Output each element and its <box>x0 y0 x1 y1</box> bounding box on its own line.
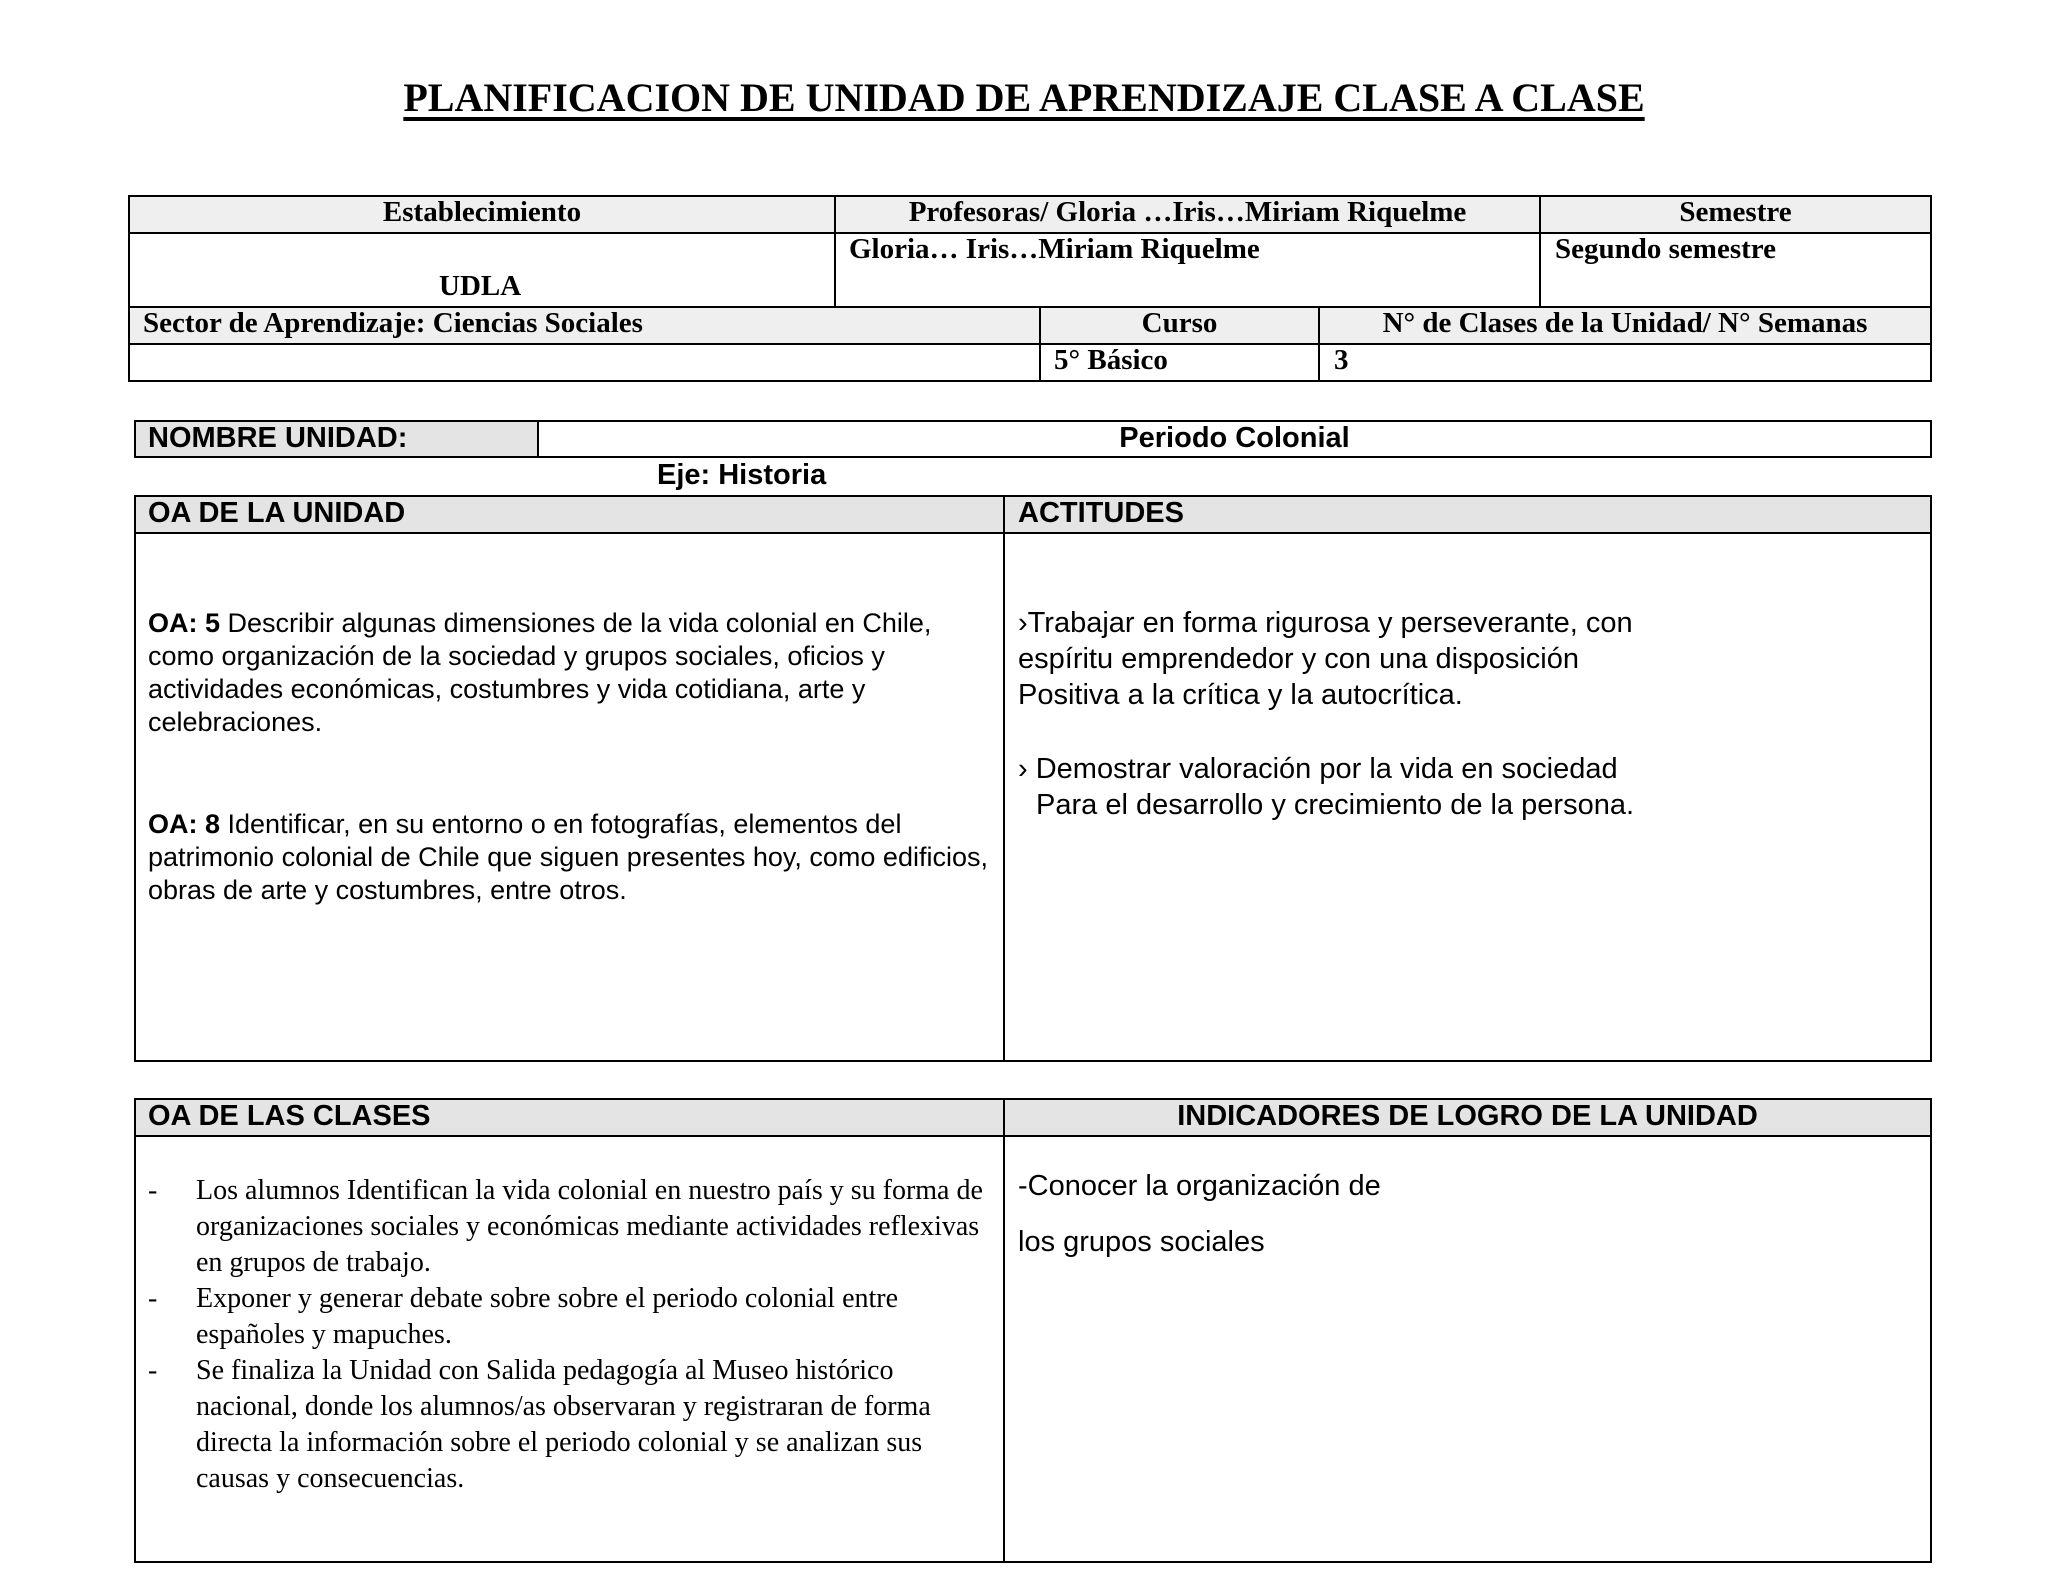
eje-label: Eje: Historia <box>657 459 827 491</box>
indicador-line-1: -Conocer la organización de <box>1018 1170 1381 1202</box>
actitud-1-line-1: ›Trabajar en forma rigurosa y perseverante, con <box>1018 607 1633 639</box>
semestre-label: Semestre <box>1679 196 1792 228</box>
oa8-text: Identificar, en su entorno o en fotografías, elementos del patrimonio colonial de Chile que siguen presentes hoy, como edificios, obras de arte y costumbres, entre otros. <box>148 809 988 905</box>
oa5-paragraph <box>148 607 998 739</box>
curso-label: Curso <box>1141 307 1218 339</box>
sector-label: Sector de Aprendizaje: Ciencias Sociales <box>143 307 643 339</box>
actitud-item-1 <box>1018 605 1633 713</box>
actitud-item-2 <box>1018 751 1634 823</box>
actitud-2-line-1: › Demostrar valoración por la vida en sociedad <box>1018 753 1618 785</box>
actitudes-header: ACTITUDES <box>1018 497 1184 529</box>
oa5-text: Describir algunas dimensiones de la vida colonial en Chile, como organización de la sociedad y grupos sociales, oficios y actividades económicas, costumbres y vida cotidiana, arte y celebraciones. <box>148 608 932 737</box>
list-item: - Se finaliza la Unidad con Salida pedagogía al Museo histórico nacional, donde los alumnos/as observaran y registraran de forma directa la información sobre el periodo colonial y se analizan sus causas y consecuencias. <box>148 1353 998 1497</box>
oa8-paragraph <box>148 808 998 907</box>
establecimiento-label: Establecimiento <box>382 196 582 228</box>
actitud-1-line-3: Positiva a la crítica y la autocrítica. <box>1018 679 1463 711</box>
actitud-2-line-2: Para el desarrollo y crecimiento de la persona. <box>1036 789 1635 821</box>
oa-unidad-header: OA DE LA UNIDAD <box>148 497 406 529</box>
oa5-label: OA: 5 <box>148 608 221 638</box>
list-item: - Exponer y generar debate sobre sobre el periodo colonial entre españoles y mapuches. <box>148 1281 998 1353</box>
list-item: - Los alumnos Identifican la vida colonial en nuestro país y su forma de organizaciones sociales y económicas mediante actividades reflexivas en grupos de trabajo. <box>148 1173 998 1281</box>
page-title: PLANIFICACION DE UNIDAD DE APRENDIZAJE CLASE A CLASE <box>403 75 1645 120</box>
nombre-unidad-value: Periodo Colonial <box>1119 422 1350 454</box>
curso-value: 5° Básico <box>1054 344 1168 376</box>
nombre-unidad-label: NOMBRE UNIDAD: <box>148 422 408 454</box>
oa8-label: OA: 8 <box>148 809 221 839</box>
profesoras-label: Profesoras/ Gloria …Iris…Miriam Riquelme <box>908 196 1467 228</box>
oa-clases-list <box>148 1173 998 1497</box>
profesoras-value: Gloria… Iris…Miriam Riquelme <box>849 233 1260 265</box>
indicador-line-2: los grupos sociales <box>1018 1226 1265 1258</box>
oa-clases-header: OA DE LAS CLASES <box>148 1100 431 1132</box>
indicadores-header: INDICADORES DE LOGRO DE LA UNIDAD <box>1177 1100 1758 1132</box>
clases-value: 3 <box>1334 344 1349 376</box>
establecimiento-value: UDLA <box>439 270 522 302</box>
semestre-value: Segundo semestre <box>1555 233 1776 265</box>
clases-label: N° de Clases de la Unidad/ N° Semanas <box>1382 307 1868 339</box>
actitud-1-line-2: espíritu emprendedor y con una disposición <box>1018 643 1579 675</box>
